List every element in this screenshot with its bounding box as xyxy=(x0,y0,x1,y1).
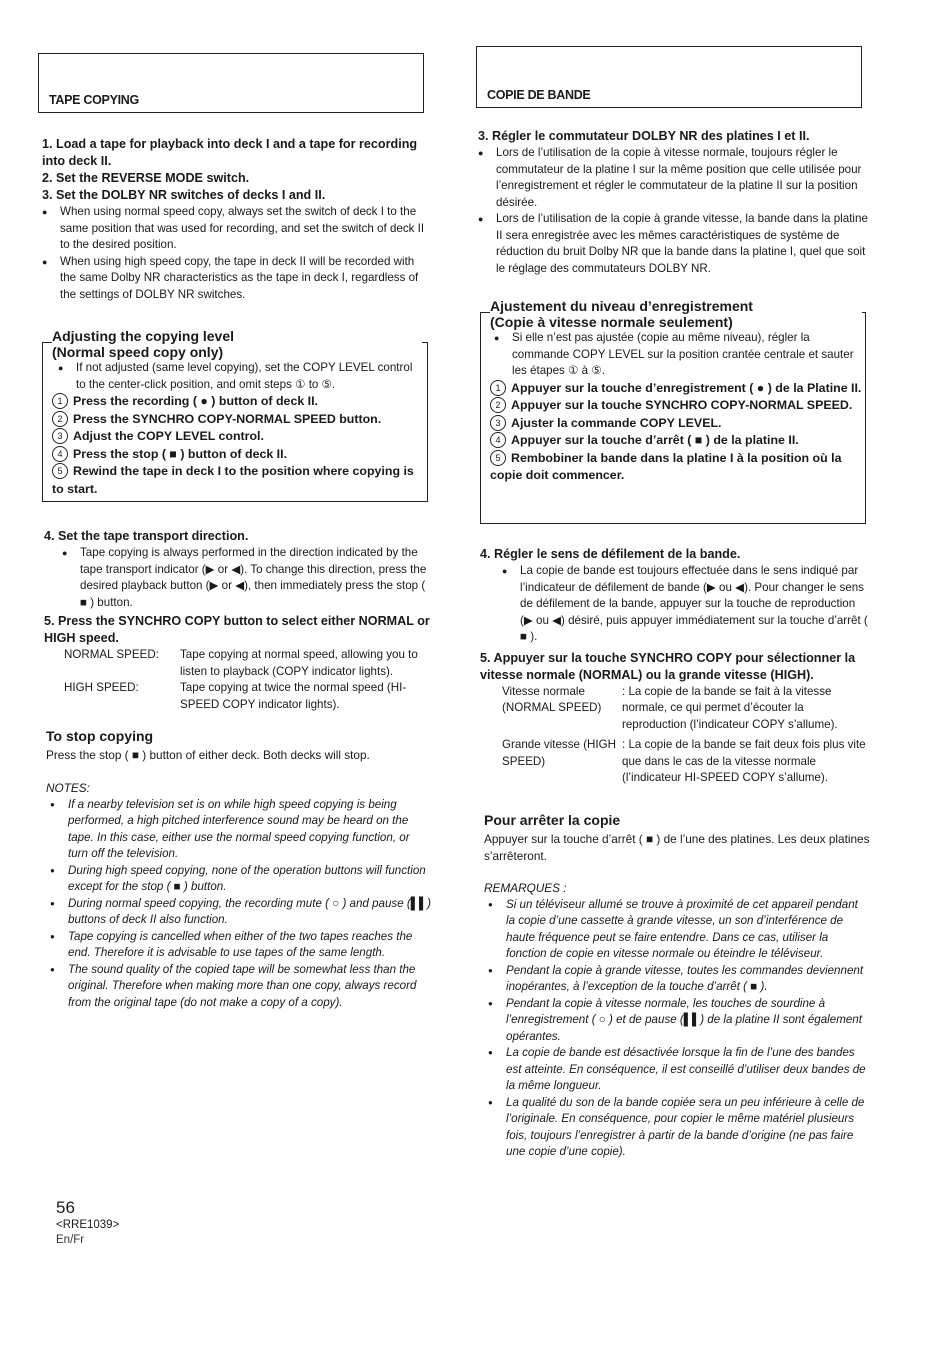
section-header: COPIE DE BANDE xyxy=(487,88,591,102)
step-4: 4. Set the tape transport direction. xyxy=(44,529,249,543)
circled-number: 5 xyxy=(490,450,506,466)
step-3: 3. Régler le commutateur DOLBY NR des platines I et II. xyxy=(478,129,810,143)
speed-label: HIGH SPEED: xyxy=(64,681,139,694)
page-footer xyxy=(56,1198,119,1248)
adjust-step-text: Rewind the tape in deck I to the position where copying is to start. xyxy=(52,464,414,496)
circled-number: 3 xyxy=(52,428,68,444)
speed-text: : La copie de la bande se fait deux fois plus vite que dans le cas de la vitesse normale (l’indicateur HI-SPEED COPY s’allume). xyxy=(622,738,866,784)
notes xyxy=(484,880,870,1161)
circled-number: 2 xyxy=(490,397,506,413)
note-item: ● Pendant la copie à vitesse normale, les touches de sourdine à l’enregistrement ( ○ ) et de pause (▌▌) de la platine II sont également opérantes. xyxy=(484,996,870,1046)
notes-title: REMARQUES : xyxy=(484,881,567,895)
adjust-step-text: Appuyer sur la touche SYNCHRO COPY-NORMAL SPEED. xyxy=(511,398,853,412)
circled-number: 1 xyxy=(52,393,68,409)
note-item: ● La copie de bande est désactivée lorsque la fin de l’une des bandes est atteinte. En conséquence, il est conseillé d’utiliser deux bandes de la même longueur. xyxy=(484,1045,870,1095)
note-item: ● Tape copying is cancelled when either of the two tapes reaches the end. Therefore it is advisable to use tapes of the same length. xyxy=(46,929,432,962)
note-item: ● Si un téléviseur allumé se trouve à proximité de cet appareil pendant la copie d’une cassette à grande vitesse, un son d’interférence de haute fréquence peut se faire entendre. Dans ce cas, utiliser la fonction de copie en vitesse normale ou éteindre le téléviseur. xyxy=(484,897,870,963)
note-item: ● If a nearby television set is on while high speed copying is being performed, a high pitched interference sound may be heard on the tape. In this case, either use the normal speed copying function, or turn off the television. xyxy=(46,797,432,863)
adjust-step-5 xyxy=(52,463,422,498)
adjust-step-3 xyxy=(52,428,422,446)
page-number: 56 xyxy=(56,1198,75,1217)
adjust-step-text: Ajuster la commande COPY LEVEL. xyxy=(511,415,722,430)
speed-text: Tape copying at twice the normal speed (HI-SPEED COPY indicator lights). xyxy=(180,681,407,711)
speed-high xyxy=(502,737,870,787)
adjust-step-5 xyxy=(490,450,862,485)
adjust-step-text: Press the stop ( ■ ) button of deck II. xyxy=(73,446,288,461)
adjust-title: Adjusting the copying level xyxy=(52,328,235,344)
steps-4-5 xyxy=(480,546,870,787)
steps-block xyxy=(42,136,432,303)
note-item: ● During high speed copying, none of the operation buttons will function except for the stop ( ■ ) button. xyxy=(46,863,432,896)
note-item: ● During normal speed copying, the recording mute ( ○ ) and pause (▌▌) buttons of deck II also function. xyxy=(46,896,432,929)
stop-title: Pour arrêter la copie xyxy=(484,812,621,828)
adjust-step-4 xyxy=(490,432,862,450)
bullet: ● Lors de l’utilisation de la copie à grande vitesse, la bande dans la platine II sera enregistrée avec les mêmes caractéristiques de système de réduction du bruit Dolby NR que la bande dans la platine I, quel que soit le réglage des commutateurs DOLBY NR. xyxy=(478,211,870,277)
adjust-subtitle: (Normal speed copy only) xyxy=(52,344,224,360)
bullet: ● When using normal speed copy, always set the switch of deck I to the same position that was used for recording, and set the switch of deck II to the desired position. xyxy=(42,204,432,254)
adjust-step-3 xyxy=(490,415,862,433)
section-header-box xyxy=(38,53,424,113)
adjust-step-2 xyxy=(52,411,422,429)
section-header-box xyxy=(476,46,862,108)
document-code: <RRE1039> xyxy=(56,1219,120,1231)
adjust-bullet: ● If not adjusted (same level copying), set the COPY LEVEL control to the center-click position, and omit steps ① to ⑤. xyxy=(58,360,422,393)
circled-number: 3 xyxy=(490,415,506,431)
adjust-step-text: Adjust the COPY LEVEL control. xyxy=(73,429,264,443)
stop-copying xyxy=(46,728,432,764)
adjust-subtitle: (Copie à vitesse normale seulement) xyxy=(490,314,733,330)
steps-block xyxy=(478,128,870,277)
speed-text: : La copie de la bande se fait à la vitesse normale, ce qui permet d’écouter la reproduction (l’indicateur COPY s’allume). xyxy=(622,684,838,731)
adjust-level-content xyxy=(490,298,862,485)
language-code: En/Fr xyxy=(56,1234,85,1246)
notes-title: NOTES: xyxy=(46,781,90,795)
adjust-step-text: Press the SYNCHRO COPY-NORMAL SPEED button. xyxy=(73,411,382,426)
circled-number: 4 xyxy=(490,432,506,448)
adjust-step-2 xyxy=(490,397,862,415)
note-item: ● Pendant la copie à grande vitesse, toutes les commandes deviennent inopérantes, à l’exception de la touche d’arrêt ( ■ ). xyxy=(484,963,870,996)
speed-text: Tape copying at normal speed, allowing you to listen to playback (COPY indicator lights). xyxy=(180,648,418,678)
adjust-title: Ajustement du niveau d’enregistrement xyxy=(490,298,753,314)
speed-high xyxy=(64,680,432,713)
circled-number: 2 xyxy=(52,411,68,427)
speed-label: Grande vitesse (HIGH SPEED) xyxy=(502,738,617,768)
adjust-bullet: ● Si elle n’est pas ajustée (copie au même niveau), régler la commande COPY LEVEL sur la position crantée centrale et sauter les étapes ① à ⑤. xyxy=(494,330,862,380)
adjust-step-text: Appuyer sur la touche d’arrêt ( ■ ) de la platine II. xyxy=(511,433,799,447)
note-item: ● The sound quality of the copied tape will be somewhat less than the original. Therefore when making more than one copy, always record from the original tape (do not make a copy of a copy). xyxy=(46,962,432,1012)
circled-number: 1 xyxy=(490,380,506,396)
step-4-bullet: ● Tape copying is always performed in the direction indicated by the tape transport indicator (▶ or ◀). To change this direction, press the desired playback button (▶ or ◀), then immediately press the stop ( ■ ) button. xyxy=(62,545,432,611)
adjust-step-text: Press the recording ( ● ) button of deck II. xyxy=(73,394,318,408)
speed-normal xyxy=(64,647,432,680)
adjust-level-content xyxy=(52,328,422,498)
circled-number: 5 xyxy=(52,463,68,479)
section-header: TAPE COPYING xyxy=(49,93,139,107)
step-5: 5. Appuyer sur la touche SYNCHRO COPY pour sélectionner la vitesse normale (NORMAL) ou la grande vitesse (HIGH). xyxy=(480,650,856,682)
stop-copying xyxy=(484,812,870,864)
steps-4-5 xyxy=(44,528,432,713)
note-item: ● La qualité du son de la bande copiée sera un peu inférieure à celle de l’originale. En conséquence, pour copier le même matériel plusieurs fois, toujours l’enregistrer à partir de la bande d’origine (ne pas faire une copie d’une copie). xyxy=(484,1095,870,1161)
stop-title: To stop copying xyxy=(46,728,154,744)
bullet: ● When using high speed copy, the tape in deck II will be recorded with the same Dolby NR characteristics as the tape in deck I, regardless of the settings of DOLBY NR switches. xyxy=(42,254,432,304)
step-1: 1. Load a tape for playback into deck I and a tape for recording into deck II. xyxy=(42,137,418,168)
notes xyxy=(46,780,432,1011)
step-5: 5. Press the SYNCHRO COPY button to select either NORMAL or HIGH speed. xyxy=(44,614,430,645)
stop-text: Press the stop ( ■ ) button of either deck. Both decks will stop. xyxy=(46,748,370,762)
adjust-step-1 xyxy=(490,380,862,398)
adjust-step-text: Rembobiner la bande dans la platine I à la position où la copie doit commencer. xyxy=(490,450,842,482)
speed-label: NORMAL SPEED: xyxy=(64,648,159,661)
step-3: 3. Set the DOLBY NR switches of decks I and II. xyxy=(42,188,326,202)
adjust-step-4 xyxy=(52,446,422,464)
bullet: ● Lors de l’utilisation de la copie à vitesse normale, toujours régler le commutateur de la platine I sur la même position que celle utilisée pour l’enregistrement et régler le commutateur de la platine II sur la position désirée. xyxy=(478,145,870,211)
stop-text: Appuyer sur la touche d’arrêt ( ■ ) de l’une des platines. Les deux platines s’arrêteront. xyxy=(484,832,870,863)
adjust-step-1 xyxy=(52,393,422,411)
step-4: 4. Régler le sens de défilement de la bande. xyxy=(480,547,741,561)
step-2: 2. Set the REVERSE MODE switch. xyxy=(42,171,250,185)
speed-label: Vitesse normale (NORMAL SPEED) xyxy=(502,684,602,714)
adjust-step-text: Appuyer sur la touche d’enregistrement ( ● ) de la Platine II. xyxy=(511,380,862,395)
step-4-bullet: ● La copie de bande est toujours effectuée dans le sens indiqué par l’indicateur de défilement de bande (▶ ou ◀). Pour changer le sens de défilement de la bande, appuyer sur la touche de reproduction (▶ ou ◀) désiré, puis appuyer immédiatement sur la touche d’arrêt ( ■ ). xyxy=(502,563,870,646)
circled-number: 4 xyxy=(52,446,68,462)
speed-normal xyxy=(502,684,870,734)
